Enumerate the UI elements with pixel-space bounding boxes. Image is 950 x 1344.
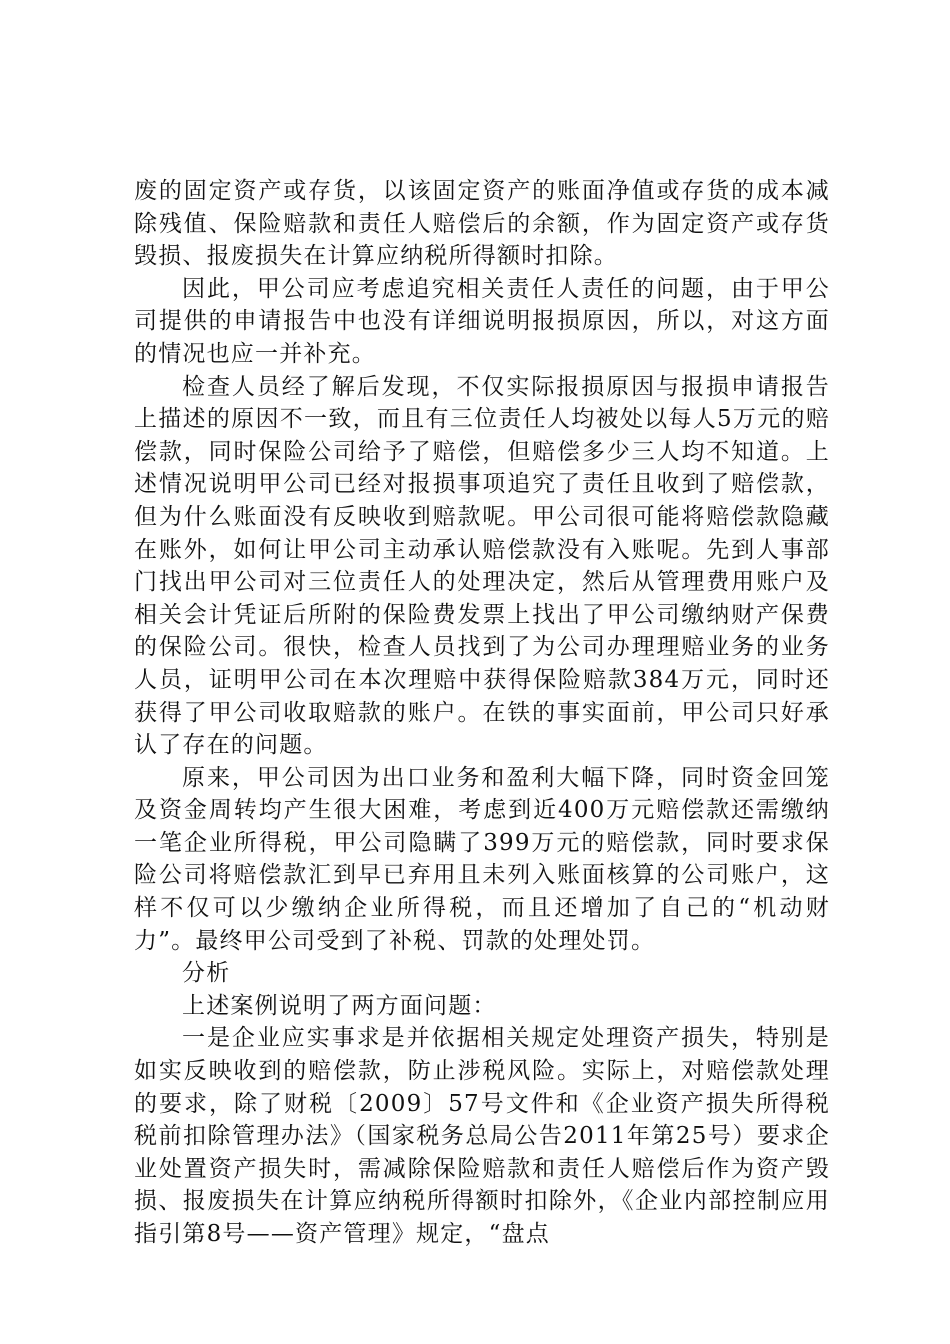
paragraph-summary-intro: 上述案例说明了两方面问题： (182, 992, 497, 1019)
paragraph-explanation: 原来，甲公司因为出口业务和盈利大幅下降，同时资金回笼及资金周转均产生很大困难，考虑到近400万元赔偿款还需缴纳一笔企业所得税，甲公司隐瞒了399万元的赔偿款，同时要求保险公司将赔偿款汇到早已弃用且未列入账面核算的公司账户，这样不仅可以少缴纳企业所得税，而且还增加了自己的“机动财力”。最终甲公司受到了补税、罚款的处理处罚。 (134, 764, 830, 954)
paragraph-point-one: 一是企业应实事求是并依据相关规定处理资产损失，特别是如实反映收到的赔偿款，防止涉税风险。实际上，对赔偿款处理的要求，除了财税〔2009〕57号文件和《企业资产损失所得税税前扣除管理办法》（国家税务总局公告2011年第25号）要求企业处置资产损失时，需减除保险赔款和责任人赔偿后作为资产毁损、报废损失在计算应纳税所得额时扣除外，《企业内部控制应用指引第8号——资产管理》规定，“盘点 (134, 1025, 830, 1247)
paragraph-responsibility: 因此，甲公司应考虑追究相关责任人责任的问题，由于甲公司提供的申请报告中也没有详细说明报损原因，所以，对这方面的情况也应一并补充。 (134, 275, 830, 367)
section-heading-analysis: 分析 (182, 960, 231, 987)
paragraph-continuation: 废的固定资产或存货，以该固定资产的账面净值或存货的成本减除残值、保险赔款和责任人赔偿后的余额，作为固定资产或存货毁损、报废损失在计算应纳税所得额时扣除。 (134, 178, 830, 270)
paragraph-investigation: 检查人员经了解后发现，不仅实际报损原因与报损申请报告上描述的原因不一致，而且有三位责任人均被处以每人5万元的赔偿款，同时保险公司给予了赔偿，但赔偿多少三人均不知道。上述情况说明甲公司已经对报损事项追究了责任且收到了赔偿款，但为什么账面没有反映收到赔款呢。甲公司很可能将赔偿款隐藏在账外，如何让甲公司主动承认赔偿款没有入账呢。先到人事部门找出甲公司对三位责任人的处理决定，然后从管理费用账户及相关会计凭证后所附的保险费发票上找出了甲公司缴纳财产保费的保险公司。很快，检查人员找到了为公司办理理赔业务的业务人员，证明甲公司在本次理赔中获得保险赔款384万元，同时还获得了甲公司收取赔款的账户。在铁的事实面前，甲公司只好承认了存在的问题。 (134, 373, 830, 759)
document-body (134, 175, 830, 1251)
